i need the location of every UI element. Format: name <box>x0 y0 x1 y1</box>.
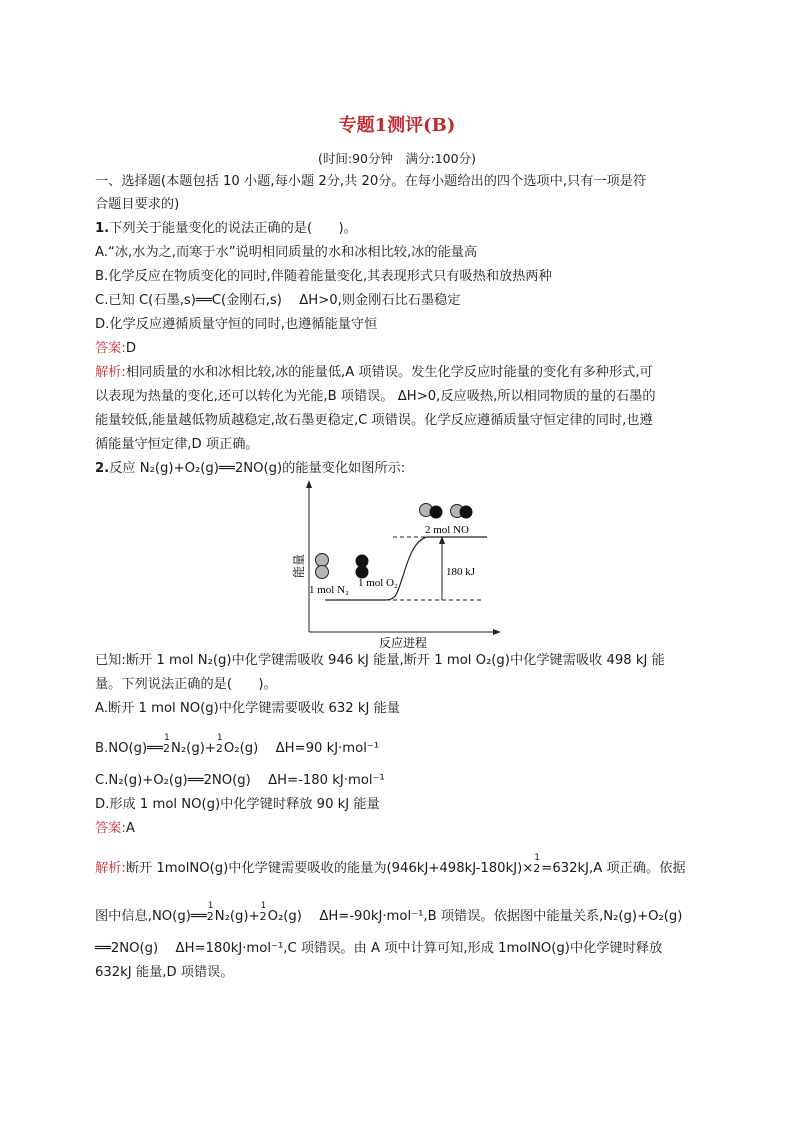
x-axis-label: 反应进程 <box>378 636 428 650</box>
q2-analysis-1 <box>95 853 686 878</box>
energy-diagram <box>285 478 505 650</box>
answer-label: 答案: <box>95 341 126 356</box>
fraction-numerator: 1 <box>207 901 214 911</box>
q2-stem-text: 反应 N₂(g)+O₂(g)══2NO(g)的能量变化如图所示: <box>109 461 406 476</box>
analysis-text: N₂(g)+ <box>214 909 260 924</box>
q2-stem <box>95 460 405 478</box>
answer-value: D <box>125 341 136 356</box>
delta-label: 180 kJ <box>446 566 476 578</box>
no-label: 2 mol NO <box>425 524 469 536</box>
fraction-denominator: 2 <box>206 910 214 923</box>
q2-option-d: D.形成 1 mol NO(g)中化学键时释放 90 kJ 能量 <box>95 797 380 812</box>
fraction-denominator: 2 <box>259 910 267 923</box>
analysis-label: 解析: <box>95 365 126 380</box>
analysis-text: 相同质量的水和冰相比较,冰的能量低,A 项错误。发生化学反应时能量的变化有多种形式,可 <box>125 365 653 380</box>
fraction <box>163 733 171 758</box>
fraction-numerator: 1 <box>534 853 541 863</box>
fraction-denominator: 2 <box>163 742 171 755</box>
analysis-text: O₂(g) ΔH=-90kJ·mol⁻¹,B 项错误。依据图中能量关系,N₂(g)+O₂(g) <box>267 909 683 924</box>
q2-number: 2. <box>95 461 110 476</box>
q2-analysis-3: ══2NO(g) ΔH=180kJ·mol⁻¹,C 项错误。由 A 项中计算可知,形成 1molNO(g)中化学键时释放 <box>95 941 663 956</box>
q1-analysis-4: 循能量守恒定律,D 项正确。 <box>95 437 259 452</box>
n2-atom-icon <box>316 554 329 567</box>
q2-option-c: C.N₂(g)+O₂(g)══2NO(g) ΔH=-180 kJ·mol⁻¹ <box>95 773 385 788</box>
no-atom-icon <box>460 506 473 519</box>
q1-stem <box>95 220 357 238</box>
section-heading-cont: 合题目要求的) <box>95 197 180 212</box>
y-axis-label: 能量 <box>292 553 306 579</box>
fraction <box>206 901 215 926</box>
answer-label: 答案: <box>95 821 126 836</box>
q1-analysis-1 <box>95 364 653 382</box>
q1-option-b: B.化学反应在物质变化的同时,伴随着能量变化,其表现形式只有吸热和放热两种 <box>95 269 552 284</box>
analysis-text: 断开 1molNO(g)中化学键需要吸收的能量为(946kJ+498kJ-180kJ)× <box>125 861 534 876</box>
q1-analysis-3: 能量较低,能量越低物质越稳定,故石墨更稳定,C 项错误。化学反应遵循质量守恒定律的同时,也遵 <box>95 413 653 428</box>
y-axis-arrow <box>306 480 312 488</box>
q1-analysis-2: 以表现为热量的变化,还可以转化为光能,B 项错误。 ΔH>0,反应吸热,所以相同物质的量的石墨的 <box>95 389 656 404</box>
q2-analysis-4: 632kJ 能量,D 项错误。 <box>95 965 234 980</box>
analysis-text: 图中信息,NO(g)══ <box>95 909 207 924</box>
fraction <box>259 901 268 926</box>
fraction <box>215 733 224 758</box>
q2-known-2: 量。下列说法正确的是( )。 <box>95 677 277 692</box>
option-b-text: O₂(g) ΔH=90 kJ·mol⁻¹ <box>223 741 380 756</box>
page-title: 专题1测评(B) <box>338 115 456 136</box>
section-heading: 一、选择题(本题包括 10 小题,每小题 2分,共 20分。在每小题给出的四个选项中,只有一项是符 <box>95 174 647 189</box>
answer-value: A <box>125 821 135 836</box>
q2-option-b <box>95 733 380 758</box>
q1-option-a: A.“冰,水为之,而寒于水”说明相同质量的水和冰相比较,冰的能量高 <box>95 245 478 260</box>
q2-analysis-2 <box>95 901 683 926</box>
exam-info: (时间:90分钟 满分:100分) <box>318 151 476 166</box>
fraction-numerator: 1 <box>216 733 223 743</box>
fraction-numerator: 1 <box>164 733 170 743</box>
fraction-denominator: 2 <box>215 742 223 755</box>
n2-atom-icon <box>316 566 329 579</box>
q1-stem-text: 下列关于能量变化的说法正确的是( )。 <box>109 221 357 236</box>
analysis-text: =632kJ,A 项正确。依据 <box>541 861 686 876</box>
fraction-numerator: 1 <box>260 901 267 911</box>
q2-answer <box>95 820 135 838</box>
option-b-text: N₂(g)+ <box>171 741 216 756</box>
q1-number: 1. <box>95 221 110 236</box>
q2-option-a: A.断开 1 mol NO(g)中化学键需要吸收 632 kJ 能量 <box>95 701 400 716</box>
q2-known-1: 已知:断开 1 mol N₂(g)中化学键需吸收 946 kJ 能量,断开 1 mol O₂(g)中化学键需吸收 498 kJ 能 <box>95 653 665 668</box>
option-b-text: B.NO(g)══ <box>95 741 164 756</box>
n2-label: 1 mol N₂ <box>309 584 349 596</box>
o2-label: 1 mol O₂ <box>358 577 398 589</box>
q1-answer <box>95 340 136 358</box>
fraction <box>533 853 541 878</box>
fraction-denominator: 2 <box>533 862 541 875</box>
analysis-label: 解析: <box>95 861 126 876</box>
q1-option-d: D.化学反应遵循质量守恒的同时,也遵循能量守恒 <box>95 317 378 332</box>
q1-option-c: C.已知 C(石墨,s)══C(金刚石,s) ΔH>0,则金刚石比石墨稳定 <box>95 293 461 308</box>
no-atom-icon <box>430 506 443 519</box>
x-axis-arrow <box>493 629 501 635</box>
